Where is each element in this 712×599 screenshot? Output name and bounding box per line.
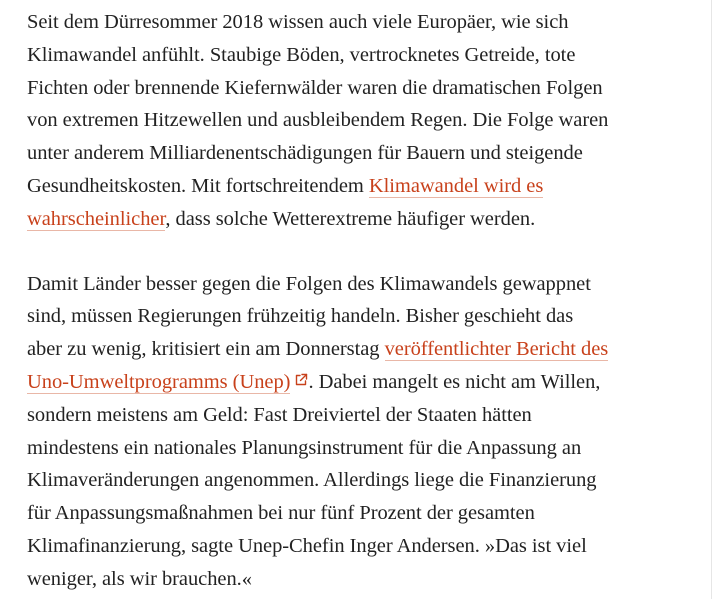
text-run: Gesundheitskosten. Mit fortschreitendem: [27, 174, 369, 197]
link-text: Uno-Umweltprogramms (Unep): [27, 370, 291, 393]
external-link-icon[interactable]: [294, 373, 308, 387]
paragraph-line: Klimafinanzierung, sagte Unep-Chefin Inger Andersen. »Das ist viel: [27, 534, 587, 557]
paragraph-line: Fichten oder brennende Kiefernwälder waren die dramatischen Folgen: [27, 76, 603, 99]
text-run: . Dabei mangelt es nicht am Willen,: [308, 370, 601, 393]
paragraph-line: Klimaveränderungen angenommen. Allerdings liege die Finanzierung: [27, 469, 597, 492]
paragraph-2: [27, 268, 711, 596]
paragraph-line: [27, 333, 711, 366]
paragraph-line: sondern meistens am Geld: Fast Dreiviertel der Staaten hätten: [27, 403, 532, 426]
link-unep-report-part2[interactable]: [27, 371, 290, 394]
article-body: [27, 6, 711, 596]
paragraph-line: [27, 366, 711, 399]
link-klimawandel-part1[interactable]: Klimawandel wird es: [368, 174, 544, 197]
paragraph-line: mindestens ein nationales Planungsinstrument für die Anpassung an: [27, 436, 582, 459]
text-run: aber zu wenig, kritisiert ein am Donnerstag: [27, 338, 385, 361]
paragraph-line: Seit dem Dürresommer 2018 wissen auch viele Europäer, wie sich: [27, 11, 569, 33]
paragraph-gap: [27, 236, 711, 268]
link-klimawandel-part2[interactable]: wahrscheinlicher: [27, 207, 166, 230]
text-run: , dass solche Wetterextreme häufiger werden.: [165, 207, 536, 230]
paragraph-line: [27, 203, 711, 236]
paragraph-line: Klimawandel anfühlt. Staubige Böden, vertrocknetes Getreide, tote: [27, 43, 576, 66]
paragraph-line: von extremen Hitzewellen und ausbleibendem Regen. Die Folge waren: [27, 109, 609, 132]
paragraph-line: Damit Länder besser gegen die Folgen des Klimawandels gewappnet: [27, 272, 591, 295]
paragraph-line: unter anderem Milliardenentschädigungen für Bauern und steigende: [27, 142, 583, 165]
paragraph-line: weniger, als wir brauchen.«: [27, 567, 252, 590]
paragraph-1: [27, 6, 711, 236]
link-unep-report-part1[interactable]: veröffentlichter Bericht des: [384, 338, 609, 361]
paragraph-line: [27, 170, 711, 203]
paragraph-line: sind, müssen Regierungen frühzeitig handeln. Bisher geschieht das: [27, 305, 574, 328]
paragraph-line: für Anpassungsmaßnahmen bei nur fünf Prozent der gesamten: [27, 502, 535, 525]
